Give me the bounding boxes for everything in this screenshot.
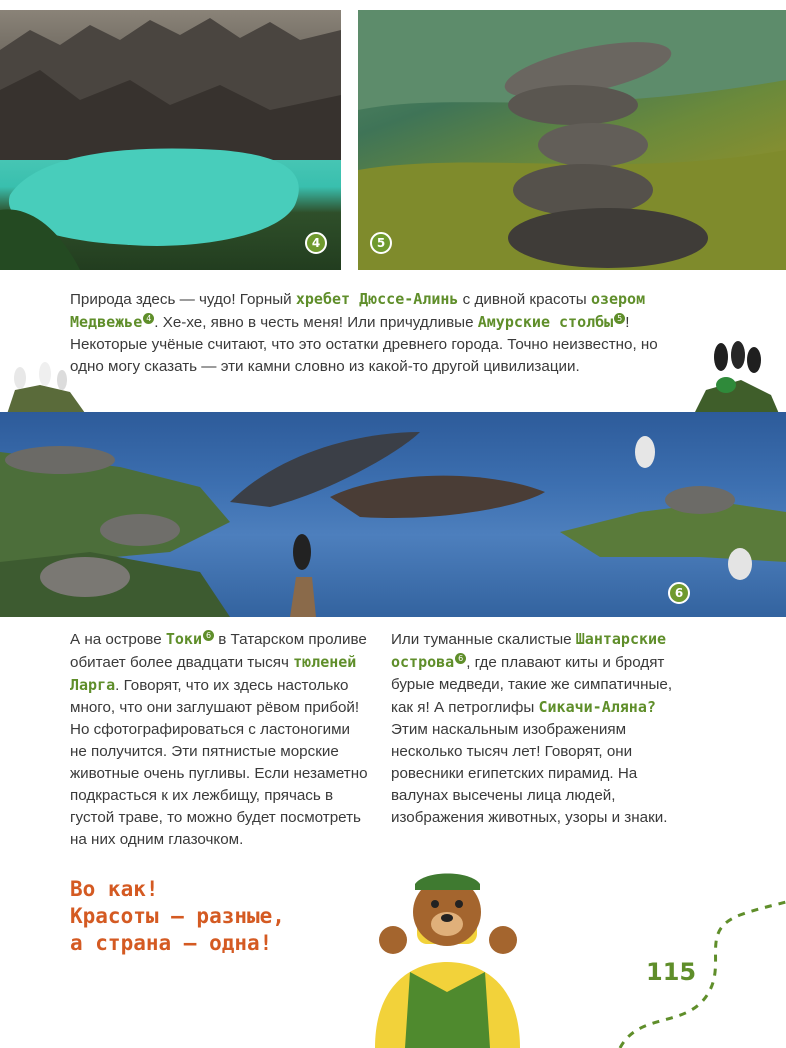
text-fragment: Природа здесь — чудо! Горный <box>70 291 296 308</box>
footnote-marker: 4 <box>143 313 154 324</box>
photo-number-badge: 6 <box>668 582 690 604</box>
footnote-marker: 6 <box>455 653 466 664</box>
highlight-dusse-alin: хребет Дюссе-Алинь <box>295 290 459 308</box>
text-fragment: Или туманные скалистые <box>391 631 576 648</box>
photo-number-badge: 5 <box>370 232 392 254</box>
photo-number-badge: 4 <box>305 232 327 254</box>
intro-paragraph <box>70 288 680 378</box>
shantar-paragraph <box>391 628 683 829</box>
slogan <box>70 876 350 957</box>
text-fragment: с дивной красоты <box>458 291 591 308</box>
photo-lake-medvezhye <box>0 10 341 270</box>
birds-on-rock-left <box>0 350 95 420</box>
slogan-line: а страна — одна! <box>70 931 273 955</box>
highlight-toki-island: Токи <box>165 630 202 648</box>
lake-illustration <box>0 10 341 270</box>
text-fragment: . Говорят, что их здесь настолько много, что они заглушают рёвом прибой! Но сфотографироваться с ластоногими не получится. Эти пятнистые морские животные очень пугливы. Если незаметно подкрасться к их лежбищу, прячась в густой траве, то можно будет посмотреть на них одним глазочком. <box>70 677 368 848</box>
highlight-amur-pillars: Амурские столбы <box>477 313 614 331</box>
photo-tatar-strait-wildlife <box>0 412 786 617</box>
page-number: 115 <box>646 958 697 986</box>
footnote-marker: 5 <box>614 313 625 324</box>
text-fragment: А на острове <box>70 631 166 648</box>
highlight-shantar-islands: Шантарские острова <box>391 630 667 671</box>
highlight-larga-seals: тюленей Ларга <box>70 653 357 694</box>
highlight-lake-medvezhye: озером Медвежье <box>70 290 646 331</box>
text-fragment: в Татарском проливе обитает более двадцати тысяч <box>70 631 367 671</box>
text-fragment: . Хе-хе, явно в честь меня! Или причудливые <box>154 314 478 331</box>
slogan-line: Во как! <box>70 877 159 901</box>
wildlife-illustration <box>0 412 786 617</box>
text-fragment: , где плавают киты и бродят бурые медведи, такие же симпатичные, как я! А петроглифы <box>391 654 673 716</box>
highlight-sikachi-alyan: Сикачи-Аляна? <box>538 698 656 716</box>
text-fragment: ! Некоторые учёные считают, что это остатки древнего города. Точно неизвестно, но одно могу сказать — эти камни словно из какой-то другой цивилизации. <box>70 314 658 375</box>
text-fragment: Этим наскальным изображениям несколько тысяч лет! Говорят, они ровесники египетских пирамид. На валунах высечены лица людей, изображения животных, узоры и знаки. <box>391 721 668 826</box>
seals-paragraph <box>70 628 370 851</box>
bear-mascot-illustration <box>355 862 540 1048</box>
slogan-line: Красоты — разные, <box>70 904 285 928</box>
photo-amur-pillars <box>358 10 786 270</box>
footnote-marker: 6 <box>203 630 214 641</box>
pillars-illustration <box>358 10 786 270</box>
